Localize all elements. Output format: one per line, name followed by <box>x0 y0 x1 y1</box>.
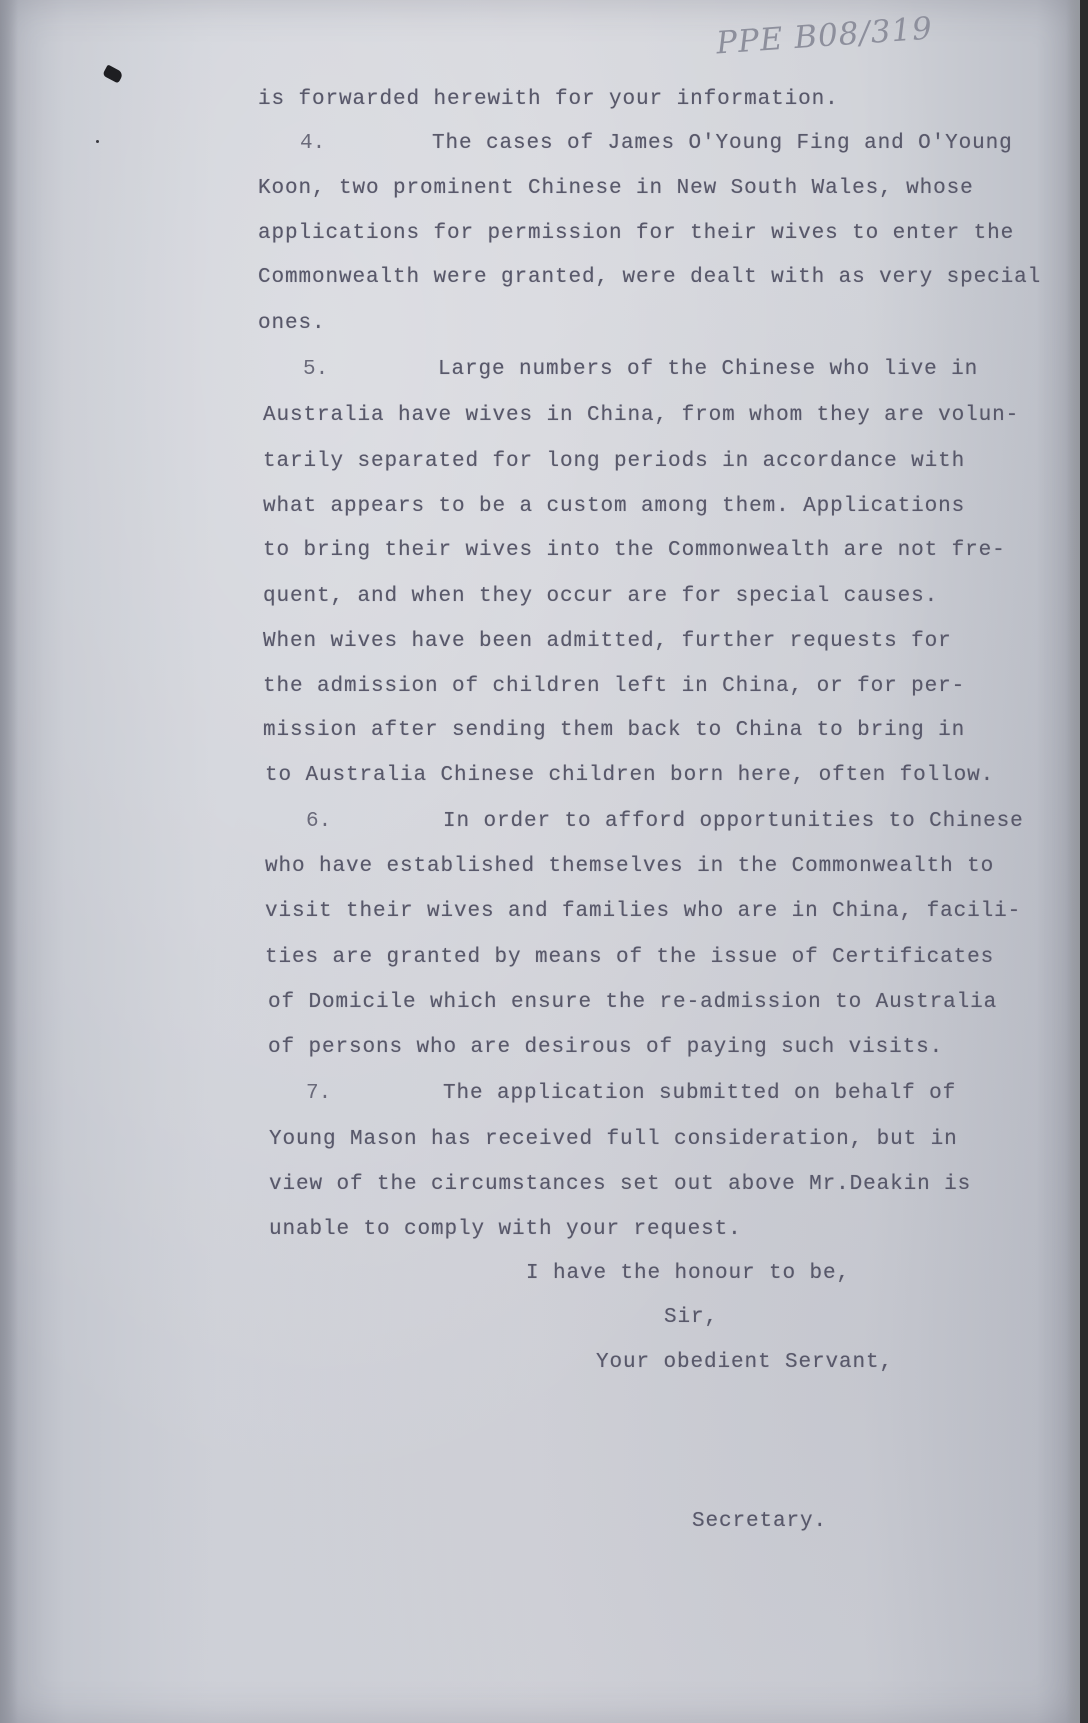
text-line: view of the circumstances set out above Mr.Deakin is <box>269 1173 972 1196</box>
text-line: tarily separated for long periods in accordance with <box>263 450 966 473</box>
text-line: is forwarded herewith for your information. <box>258 88 839 111</box>
closing-salutation: I have the honour to be, <box>526 1262 851 1285</box>
text-line: the admission of children left in China, or for per- <box>263 675 966 698</box>
archive-reference-note: PPE B08/319 <box>715 10 935 62</box>
text-line: The cases of James O'Young Fing and O'Young <box>432 132 1013 155</box>
ink-speck <box>96 140 99 143</box>
text-line: In order to afford opportunities to Chinese <box>443 810 1024 833</box>
text-line: to bring their wives into the Commonwealth are not fre- <box>263 539 1006 562</box>
text-line: ones. <box>258 312 326 335</box>
closing-sir: Sir, <box>664 1306 719 1329</box>
paragraph-number: 7. <box>306 1082 332 1105</box>
text-line: what appears to be a custom among them. Applications <box>263 495 966 518</box>
text-line: Australia have wives in China, from whom they are volun- <box>263 404 1020 427</box>
text-line: unable to comply with your request. <box>269 1218 742 1241</box>
text-line: Commonwealth were granted, were dealt with as very special <box>258 266 1042 289</box>
text-line: ties are granted by means of the issue of Certificates <box>265 946 995 969</box>
text-line: Young Mason has received full consideration, but in <box>269 1128 958 1151</box>
page-right-edge <box>1066 0 1080 1723</box>
text-line: The application submitted on behalf of <box>443 1082 957 1105</box>
text-line: to Australia Chinese children born here, often follow. <box>265 764 995 787</box>
text-line: visit their wives and families who are in China, facili- <box>265 900 1022 923</box>
page-left-edge <box>0 0 18 1723</box>
pin-hole-mark <box>102 64 124 83</box>
text-line: who have established themselves in the Commonwealth to <box>265 855 995 878</box>
text-line: When wives have been admitted, further requests for <box>263 630 952 653</box>
text-line: Large numbers of the Chinese who live in <box>438 358 979 381</box>
signature-title: Secretary. <box>692 1510 828 1533</box>
text-line: of persons who are desirous of paying such visits. <box>268 1036 944 1059</box>
paragraph-number: 6. <box>306 810 332 833</box>
text-line: Koon, two prominent Chinese in New South Wales, whose <box>258 177 974 200</box>
closing-servant: Your obedient Servant, <box>596 1351 894 1374</box>
paragraph-number: 4. <box>300 132 326 155</box>
text-line: mission after sending them back to China to bring in <box>263 719 966 742</box>
text-line: of Domicile which ensure the re-admission to Australia <box>268 991 998 1014</box>
text-line: quent, and when they occur are for special causes. <box>263 585 939 608</box>
text-line: applications for permission for their wives to enter the <box>258 222 1015 245</box>
paragraph-number: 5. <box>303 358 329 381</box>
